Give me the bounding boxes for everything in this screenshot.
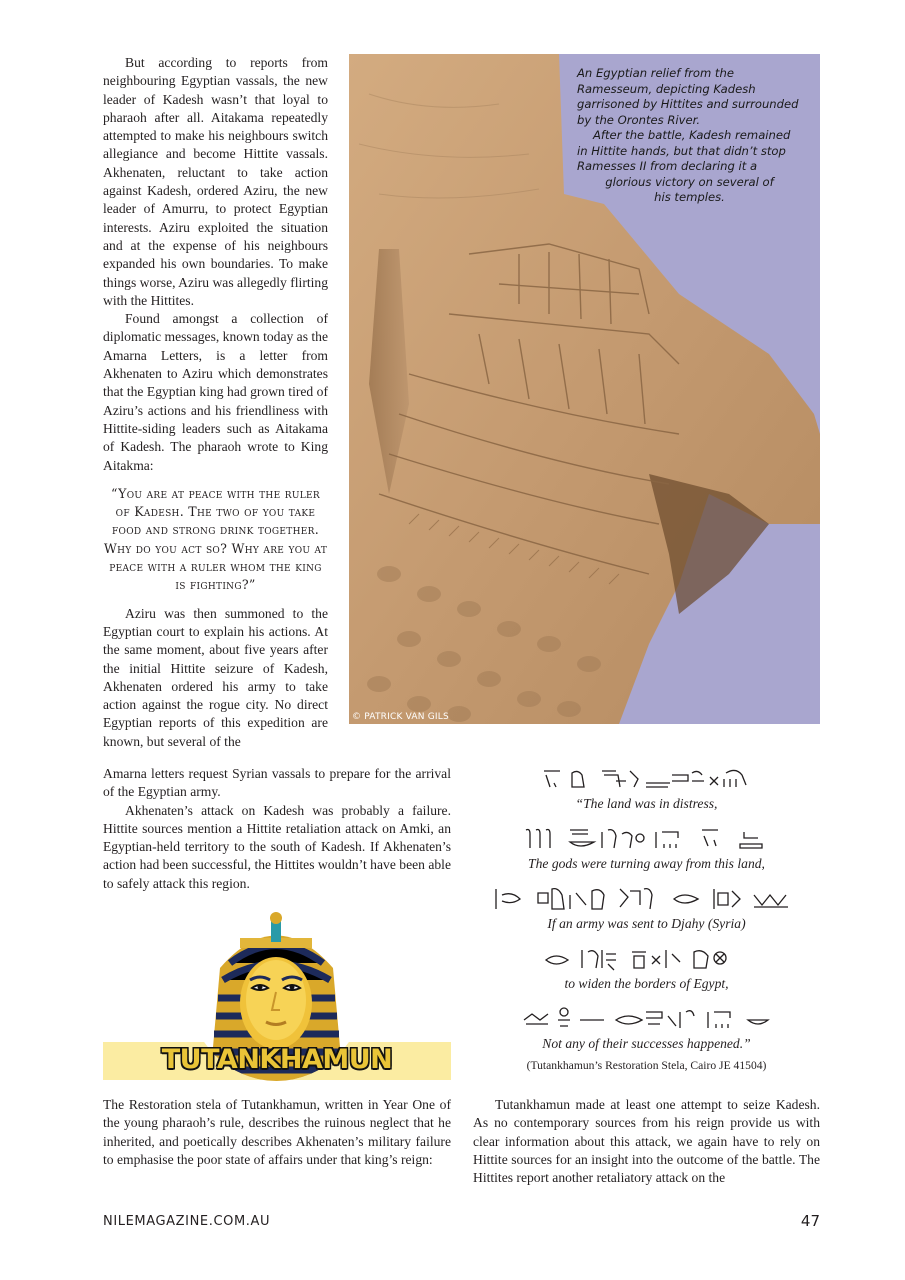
stela-line: “The land was in distress,: [575, 796, 718, 811]
paragraph: Found amongst a collection of diplomatic messages, known today as the Amarna Letters, is a letter from Akhenaten to Aziru which demonstrates that the Egyptian king had grown tired of Aziru’s actions and his friendliness with Hittite-siding leaders such as Aitakama of Kadesh. The pharaoh wrote to King Aitakma:: [103, 311, 329, 473]
hieroglyphs-icon: [542, 946, 752, 972]
paragraph: Aziru was then summoned to the Egyptian court to explain his actions. At the same moment, about five years after the initial Hittite seizure of Kadesh, Akhenaten ordered his army to take action against the rogue city. No direct Egyptian reports of this expedition are known, but several of the: [103, 605, 328, 749]
hieroglyphs-icon: [492, 885, 802, 913]
hieroglyph-row: [473, 765, 820, 793]
article-column-left-top: [103, 54, 328, 751]
hieroglyphs-icon: [542, 767, 752, 791]
hieroglyphs-icon: [522, 1006, 772, 1032]
page-number: 47: [800, 1212, 820, 1230]
stela-line: If an army was sent to Djahy (Syria): [547, 916, 746, 931]
caption-line: glorious victory on several of: [605, 174, 774, 189]
photo-credit: © PATRICK VAN GILS: [352, 712, 449, 722]
caption-line: After the battle, Kadesh remained in Hittite hands, but that didn’t stop Ramesses II from declaring it a: [577, 128, 791, 173]
paragraph: Tutankhamun made at least one attempt to seize Kadesh. As no contemporary sources from his reign provide us with clear information about this attack, we again have to rely on Hittite sources for an insight into the outcome of the battle. The Hittites report another retaliatory attack on the: [473, 1097, 820, 1186]
hieroglyph-row: [473, 1005, 820, 1033]
paragraph: But according to reports from neighbouring Egyptian vassals, the new leader of Kadesh wasn’t that loyal to pharaoh after all. Aitakama repeatedly attempted to make his neighbours switch allegiance and become Hittite vassals. Akhenaten, reluctant to take action against Kadesh, ordered Aziru, the new leader of Amurru, to protect Egyptian interests. Aziru exploited the situation and at the expense of his neighbours expanded his own boundaries. To make things worse, Aziru was allegedly flirting with the Hittites.: [103, 55, 329, 308]
restoration-stela-block: [473, 765, 820, 1072]
ramesseum-relief-photo: [349, 54, 820, 724]
hieroglyph-row: [473, 945, 820, 973]
article-column-left-bottom: [103, 1096, 451, 1169]
tutankhamun-label: TUTANKHAMUN: [161, 1044, 393, 1075]
hieroglyphs-icon: [522, 826, 772, 852]
amarna-letter-quote: “You are at peace with the ruler of Kadesh. The two of you take food and strong drink together. Why do you act so? Why are you at peace with a ruler whom the king is fighting?”: [103, 485, 328, 593]
hieroglyph-row: [473, 825, 820, 853]
hieroglyph-row: [473, 885, 820, 913]
stela-source: (Tutankhamun’s Restoration Stela, Cairo JE 41504): [526, 1059, 767, 1072]
stela-line: The gods were turning away from this land,: [528, 856, 765, 871]
footer-site-name: NILEMAGAZINE.COM.AU: [103, 1214, 271, 1229]
photo-caption: [577, 66, 802, 206]
caption-line: his temples.: [654, 190, 725, 204]
article-column-left-mid: [103, 765, 451, 893]
stela-line: to widen the borders of Egypt,: [564, 976, 729, 991]
paragraph: The Restoration stela of Tutankhamun, written in Year One of the young pharaoh’s rule, describes the ruinous neglect that he inherited, and poetically describes Akhenaten’s military failure to emphasise the poor state of affairs under that king’s reign:: [103, 1097, 451, 1167]
paragraph: Akhenaten’s attack on Kadesh was probably a failure. Hittite sources mention a Hittite retaliation attack on Amki, an Egyptian-held territory to the south of Kadesh. If Akhenaten’s action had been successful, the Hittites wouldn’t have been able to safely attack this region.: [103, 802, 451, 891]
article-column-right-bottom: [473, 1096, 820, 1187]
paragraph: Amarna letters request Syrian vassals to prepare for the arrival of the Egyptian army.: [103, 766, 451, 800]
stela-line: Not any of their successes happened.”: [542, 1036, 751, 1051]
caption-line: An Egyptian relief from the Ramesseum, depicting Kadesh garrisoned by Hittites and surrounded by the Orontes River.: [577, 66, 799, 127]
